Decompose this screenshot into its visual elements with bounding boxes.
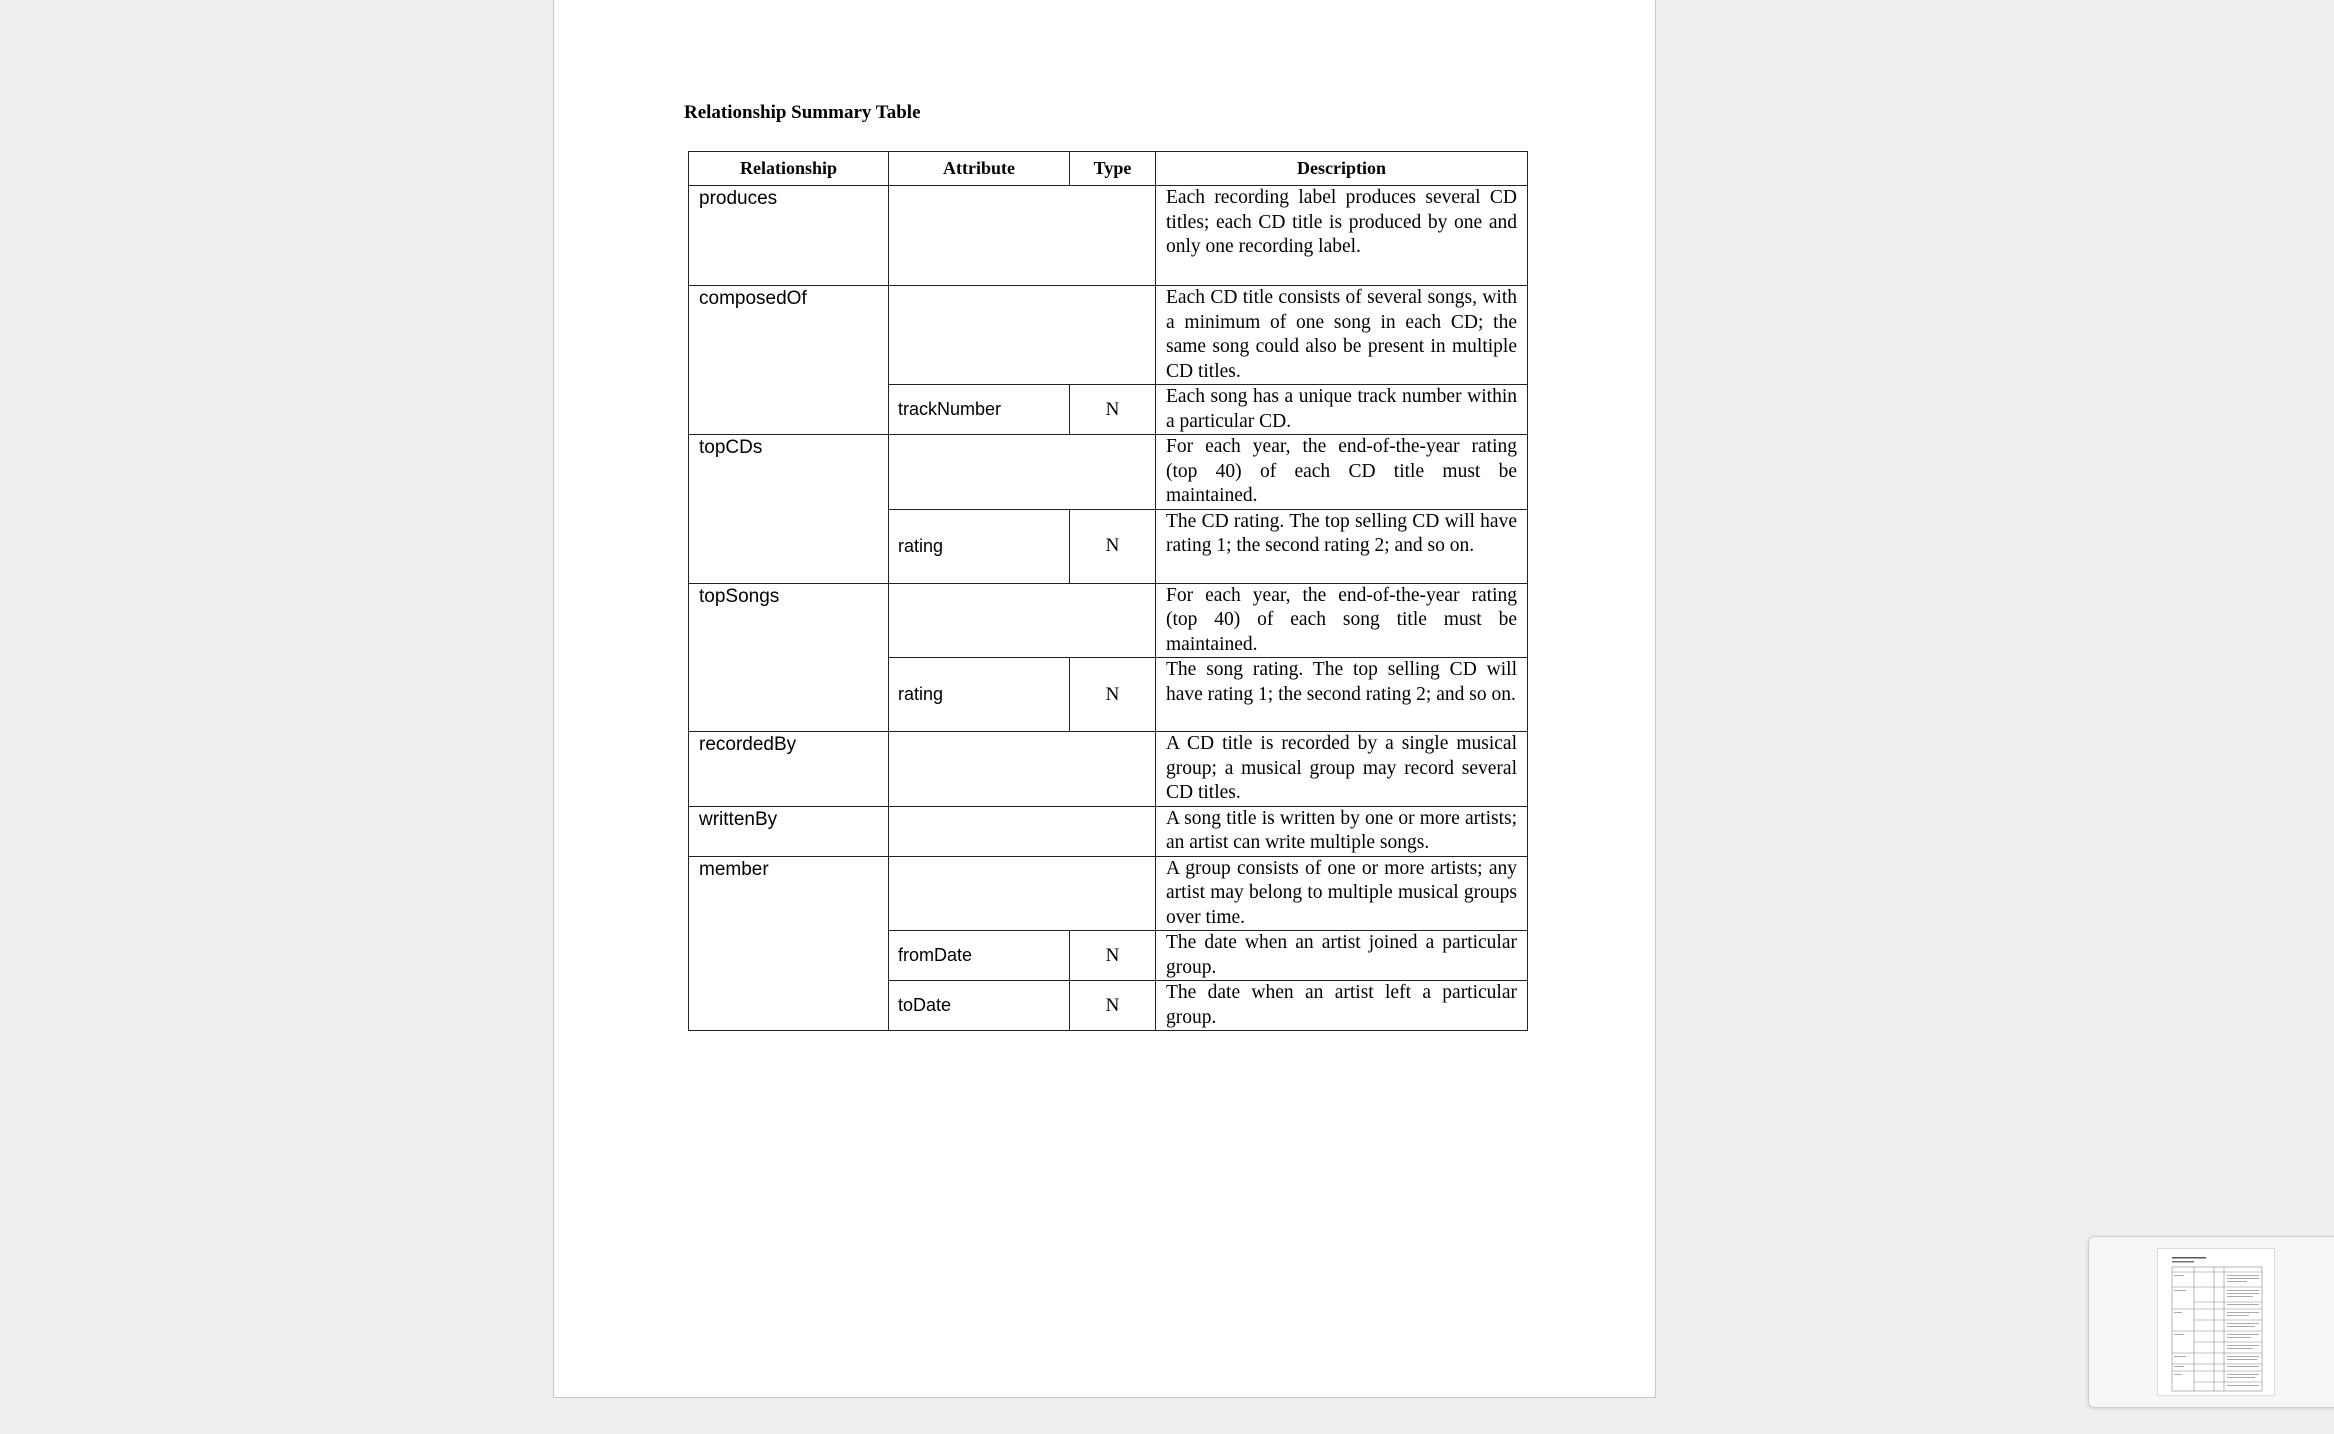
description-cell: Each CD title consists of several songs, with a minimum of one song in each CD; the same song could also be present in multiple CD titles. — [1156, 286, 1528, 385]
relationship-cell: recordedBy — [689, 732, 889, 807]
attribute-cell: rating — [889, 509, 1070, 583]
description-cell: The song rating. The top selling CD will have rating 1; the second rating 2; and so on. — [1156, 658, 1528, 732]
description-cell: For each year, the end-of-the-year rating (top 40) of each CD title must be maintained. — [1156, 435, 1528, 510]
attribute-cell: rating — [889, 658, 1070, 732]
attribute-cell — [889, 286, 1156, 385]
description-cell: The CD rating. The top selling CD will have rating 1; the second rating 2; and so on. — [1156, 509, 1528, 583]
header-type: Type — [1070, 152, 1156, 186]
description-cell: A CD title is recorded by a single musical group; a musical group may record several CD titles. — [1156, 732, 1528, 807]
type-cell: N — [1070, 658, 1156, 732]
description-cell: The date when an artist left a particular group. — [1156, 981, 1528, 1031]
relationship-cell: topSongs — [689, 583, 889, 732]
type-cell: N — [1070, 981, 1156, 1031]
attribute-cell: trackNumber — [889, 385, 1070, 435]
table-row — [689, 806, 1528, 856]
attribute-cell: fromDate — [889, 931, 1070, 981]
attribute-cell: toDate — [889, 981, 1070, 1031]
description-cell: For each year, the end-of-the-year rating (top 40) of each song title must be maintained. — [1156, 583, 1528, 658]
header-relationship: Relationship — [689, 152, 889, 186]
attribute-cell — [889, 806, 1156, 856]
description-cell: Each song has a unique track number within a particular CD. — [1156, 385, 1528, 435]
relationship-cell: topCDs — [689, 435, 889, 584]
table-row — [689, 435, 1528, 510]
page-thumbnail-panel[interactable] — [2088, 1236, 2334, 1408]
relationship-cell: composedOf — [689, 286, 889, 435]
header-attribute: Attribute — [889, 152, 1070, 186]
page-thumbnail[interactable] — [2157, 1248, 2275, 1396]
description-cell: A song title is written by one or more artists; an artist can write multiple songs. — [1156, 806, 1528, 856]
relationship-cell: produces — [689, 186, 889, 286]
attribute-cell — [889, 186, 1156, 286]
attribute-cell — [889, 435, 1156, 510]
attribute-cell — [889, 732, 1156, 807]
description-cell: A group consists of one or more artists; any artist may belong to multiple musical groups over time. — [1156, 856, 1528, 931]
table-title: Relationship Summary Table — [684, 102, 921, 123]
attribute-cell — [889, 583, 1156, 658]
table-row — [689, 186, 1528, 286]
description-cell: Each recording label produces several CD titles; each CD title is produced by one and only one recording label. — [1156, 186, 1528, 286]
table-row — [689, 732, 1528, 807]
description-cell: The date when an artist joined a particular group. — [1156, 931, 1528, 981]
table-header-row — [689, 152, 1528, 186]
thumbnail-preview — [2158, 1249, 2276, 1397]
table-row — [689, 856, 1528, 931]
type-cell: N — [1070, 931, 1156, 981]
table-row — [689, 286, 1528, 385]
attribute-cell — [889, 856, 1156, 931]
document-page — [553, 0, 1656, 1398]
relationship-summary-table — [688, 151, 1528, 1031]
relationship-cell: writtenBy — [689, 806, 889, 856]
relationship-cell: member — [689, 856, 889, 1031]
type-cell: N — [1070, 385, 1156, 435]
header-description: Description — [1156, 152, 1528, 186]
table-row — [689, 583, 1528, 658]
type-cell: N — [1070, 509, 1156, 583]
